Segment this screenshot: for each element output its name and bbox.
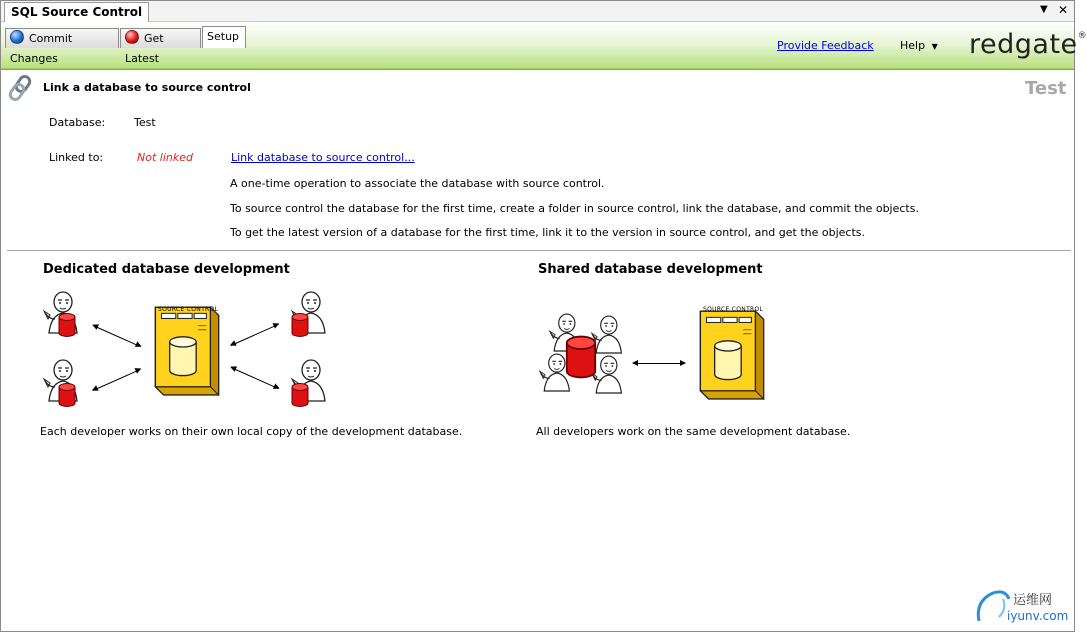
- tab-get-latest[interactable]: [120, 28, 201, 65]
- watermark-url: iyunv.com: [1007, 609, 1069, 623]
- tab-setup[interactable]: [202, 26, 246, 48]
- sync-arrow: [93, 325, 141, 347]
- watermark-cn: 运维网: [1013, 593, 1053, 608]
- help-menu[interactable]: [900, 39, 938, 52]
- local-database-icon: [58, 313, 76, 337]
- redgate-logo: [969, 29, 1087, 60]
- dedicated-title: Dedicated database development: [43, 262, 290, 277]
- link-database-link[interactable]: Link database to source control...: [231, 151, 415, 164]
- source-control-server-icon: [697, 299, 767, 401]
- registered-mark: ®: [1077, 31, 1087, 41]
- logo-text: redgate: [969, 29, 1078, 60]
- provide-feedback-link[interactable]: Provide Feedback: [777, 39, 874, 52]
- setup-description-1: A one-time operation to associate the database with source control.: [230, 177, 605, 190]
- sync-arrow: [231, 367, 279, 389]
- window-tab-strip: [1, 1, 1074, 22]
- tab-panel-border: [1, 68, 1074, 69]
- local-database-icon: [58, 383, 76, 407]
- close-icon[interactable]: ✕: [1058, 3, 1069, 17]
- sync-arrow: [231, 324, 279, 346]
- shared-title: Shared database development: [538, 262, 763, 277]
- sync-arrow: [633, 363, 685, 364]
- blue-orb-icon: [10, 30, 24, 44]
- caret-down-icon: ▼: [931, 42, 938, 51]
- linked-status: Not linked: [137, 151, 193, 164]
- watermark: [973, 585, 1069, 629]
- setup-description-3: To get the latest version of a database for the first time, link it to the version in source control, and get the objects.: [230, 226, 866, 239]
- linked-to-label: Linked to:: [49, 151, 104, 164]
- local-database-icon: [291, 313, 309, 337]
- tab-commit-changes[interactable]: [5, 28, 119, 65]
- current-database-name: Test: [1025, 78, 1067, 99]
- dedicated-caption: Each developer works on their own local copy of the development database.: [40, 425, 463, 438]
- link-chain-icon: [9, 75, 35, 101]
- server-label: SOURCE CONTROL: [703, 306, 764, 313]
- database-label: Database:: [49, 116, 106, 129]
- tab-label: Get Latest: [125, 32, 164, 65]
- section-divider: [7, 250, 1071, 251]
- red-orb-icon: [125, 30, 139, 44]
- tab-label: Setup: [207, 30, 240, 43]
- setup-title: Link a database to source control: [43, 81, 251, 94]
- tab-label: Commit Changes: [10, 32, 73, 65]
- shared-caption: All developers work on the same development database.: [536, 425, 851, 438]
- database-value: Test: [134, 116, 156, 129]
- server-label: SOURCE CONTROL: [158, 306, 219, 313]
- sync-arrow: [93, 369, 141, 391]
- setup-description-2: To source control the database for the first time, create a folder in source control, link the database, and commit the objects.: [230, 202, 919, 215]
- document-tab-sql-source-control[interactable]: SQL Source Control: [4, 2, 149, 22]
- shared-developers-database-icon: [537, 313, 629, 399]
- chevron-down-icon[interactable]: ▼: [1040, 4, 1048, 15]
- local-database-icon: [291, 383, 309, 407]
- help-label: Help: [900, 39, 926, 52]
